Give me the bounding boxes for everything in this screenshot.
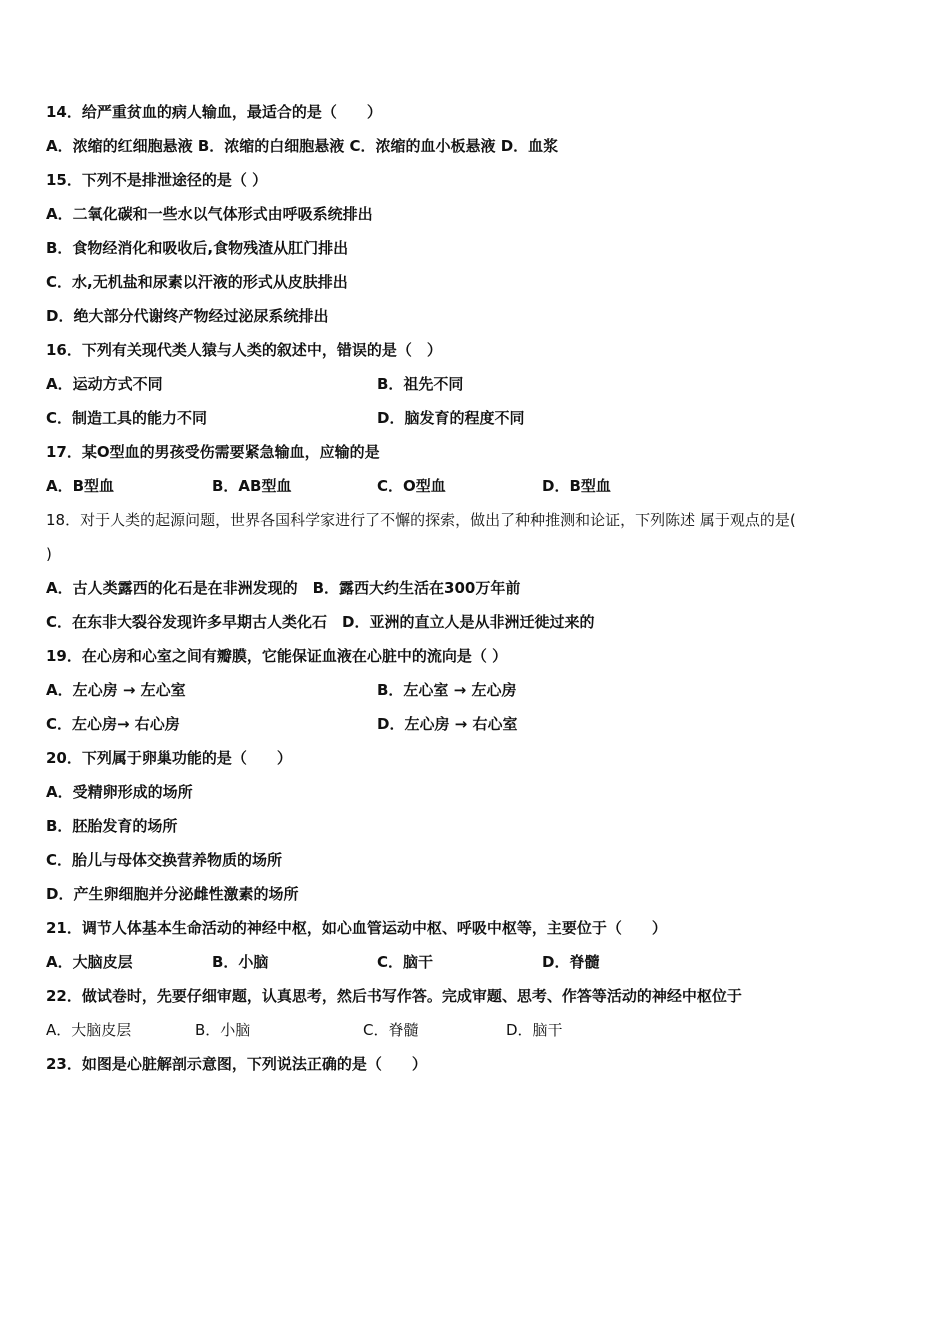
option-a: A．二氧化碳和一些水以气体形式由呼吸系统排出	[46, 205, 373, 223]
option-d: D．脊髓	[542, 953, 600, 971]
option-a: A．运动方式不同	[46, 375, 163, 393]
question-14	[46, 100, 906, 134]
question-stem: 23．如图是心脏解剖示意图，下列说法正确的是（ ）	[46, 1055, 427, 1073]
option-d: D．脑发育的程度不同	[377, 409, 525, 427]
exam-page	[46, 100, 906, 1086]
option-a: A．大脑皮层	[46, 953, 133, 971]
question-stem: 20．下列属于卵巢功能的是（ ）	[46, 749, 292, 767]
option-c: C．左心房→ 右心房	[46, 715, 180, 733]
option-b: B．左心室 → 左心房	[377, 681, 517, 699]
option-c: C．O型血	[377, 477, 446, 495]
option-c: C．胎儿与母体交换营养物质的场所	[46, 851, 283, 869]
options-ab: A．古人类露西的化石是在非洲发现的 B．露西大约生活在300万年前	[46, 579, 521, 597]
question-stem: 16．下列有关现代类人猿与人类的叙述中，错误的是（ ）	[46, 341, 442, 359]
option-a: A．大脑皮层	[46, 1021, 132, 1039]
question-stem: 14．给严重贫血的病人输血，最适合的是（ ）	[46, 103, 382, 121]
option-c: C．脑干	[377, 953, 434, 971]
question-stem: 17．某O型血的男孩受伤需要紧急输血，应输的是	[46, 443, 380, 461]
option-b: B．小脑	[212, 953, 269, 971]
options-cd: C．在东非大裂谷发现许多早期古人类化石 D．亚洲的直立人是从非洲迁徙过来的	[46, 613, 595, 631]
question-21	[46, 916, 906, 950]
question-16	[46, 338, 906, 372]
option-d: D．绝大部分代谢终产物经过泌尿系统排出	[46, 307, 329, 325]
question-stem: 18．对于人类的起源问题，世界各国科学家进行了不懈的探索，做出了种种推测和论证，下列陈述 属于观点的是(	[46, 511, 796, 529]
question-15	[46, 168, 906, 202]
question-23	[46, 1052, 906, 1086]
question-stem: 21．调节人体基本生命活动的神经中枢，如心血管运动中枢、呼吸中枢等，主要位于（ ）	[46, 919, 667, 937]
question-18	[46, 508, 906, 542]
option-c: C．脊髓	[363, 1021, 419, 1039]
option-d: D．产生卵细胞并分泌雌性激素的场所	[46, 885, 299, 903]
option-a: A．B型血	[46, 477, 115, 495]
option-b: B．小脑	[195, 1021, 251, 1039]
option-a: A．受精卵形成的场所	[46, 783, 193, 801]
question-stem: 22．做试卷时，先要仔细审题，认真思考，然后书写作答。完成审题、思考、作答等活动的神经中枢位于	[46, 987, 742, 1005]
option-d: D．左心房 → 右心室	[377, 715, 518, 733]
option-a: A．左心房 → 左心室	[46, 681, 186, 699]
options-text: A．浓缩的红细胞悬液 B．浓缩的白细胞悬液 C．浓缩的血小板悬液 D．血浆	[46, 137, 559, 155]
question-stem-end: )	[46, 545, 52, 563]
option-d: D．B型血	[542, 477, 611, 495]
question-stem: 19．在心房和心室之间有瓣膜，它能保证血液在心脏中的流向是（ ）	[46, 647, 508, 665]
question-stem: 15．下列不是排泄途径的是（ ）	[46, 171, 268, 189]
option-d: D．脑干	[506, 1021, 563, 1039]
question-20	[46, 746, 906, 780]
option-c: C．制造工具的能力不同	[46, 409, 208, 427]
question-14-options	[46, 134, 906, 168]
question-22	[46, 984, 906, 1018]
option-b: B．祖先不同	[377, 375, 464, 393]
option-b: B．AB型血	[212, 477, 292, 495]
option-b: B．胚胎发育的场所	[46, 817, 178, 835]
question-19	[46, 644, 906, 678]
option-b: B．食物经消化和吸收后,食物残渣从肛门排出	[46, 239, 349, 257]
option-c: C．水,无机盐和尿素以汗液的形式从皮肤排出	[46, 273, 348, 291]
question-17	[46, 440, 906, 474]
